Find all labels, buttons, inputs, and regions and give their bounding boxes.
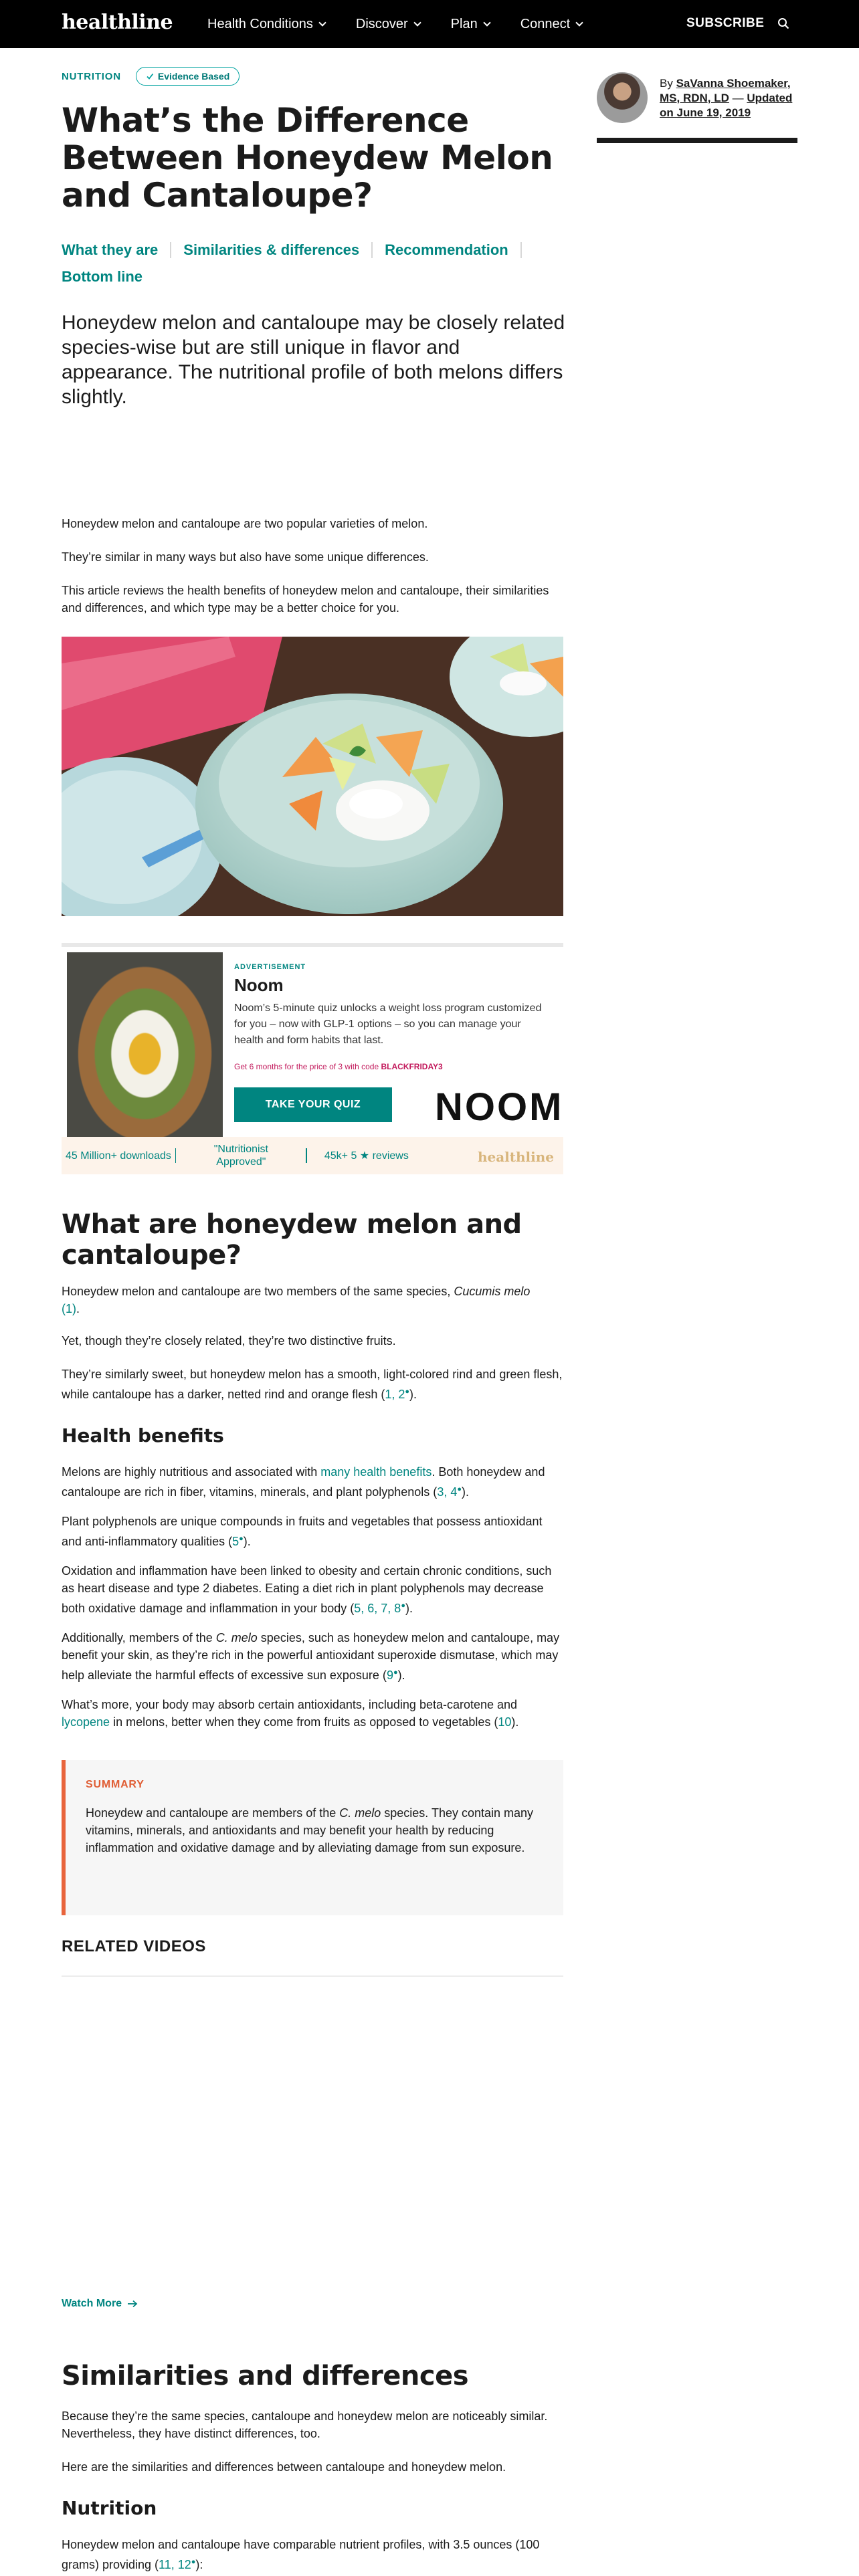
noom-logo: NOOM <box>435 1085 564 1129</box>
ad-image-egg-toast[interactable] <box>67 952 223 1137</box>
ad-brand-name: Noom <box>234 975 284 995</box>
toc-bottom-line[interactable]: Bottom line <box>62 268 142 285</box>
reference-link[interactable]: 5, 6, 7, 8 <box>354 1602 401 1615</box>
ad-stat-divider <box>306 1148 307 1163</box>
ref-dot-icon: ● <box>239 1535 244 1543</box>
melon-bowl-illustration <box>62 637 563 916</box>
healthline-logo[interactable]: healthline <box>62 11 173 34</box>
ad-stat: "Nutritionist Approved" <box>213 1144 268 1168</box>
updated-date-link[interactable]: Updated on June 19, 2019 <box>660 92 793 119</box>
subscribe-link[interactable]: SUBSCRIBE <box>686 16 765 30</box>
lycopene-link[interactable]: lycopene <box>62 1715 110 1729</box>
body-paragraph: Honeydew melon and cantaloupe have comparable nutrient profiles, with 3.5 ounces (100 grams) providing (11, 12●): <box>62 2538 540 2571</box>
toc-recommendation[interactable]: Recommendation <box>385 241 508 258</box>
check-icon <box>146 72 154 80</box>
intro-paragraph: They’re similar in many ways but also have some unique differences. <box>62 550 429 564</box>
ad-stat-divider <box>175 1148 177 1163</box>
toc-similarities[interactable]: Similarities & differences <box>183 241 360 258</box>
body-paragraph: Here are the similarities and differences between cantaloupe and honeydew melon. <box>62 2460 506 2474</box>
ad-stat: 45 Million+ downloads <box>66 1150 171 1162</box>
body-paragraph: They’re similarly sweet, but honeydew melon has a smooth, light-colored rind and green flesh, while cantaloupe has a darker, netted rind and orange flesh (1, 2●). <box>62 1368 563 1401</box>
nav-links <box>207 0 582 48</box>
reference-link[interactable]: 5 <box>232 1535 240 1548</box>
evidence-badge[interactable]: Evidence Based <box>136 67 240 86</box>
toc-divider <box>371 242 373 258</box>
reference-link[interactable]: 3, 4 <box>437 1485 458 1499</box>
reference-link[interactable]: 11, 12 <box>159 2558 191 2571</box>
summary-text: Honeydew and cantaloupe are members of the C. melo species. They contain many vitamins, minerals, and antioxidants and may benefit your health by reducing inflammation and oxidative damage and by alleviating damage from sun exposure. <box>86 1806 534 1854</box>
summary-label: SUMMARY <box>86 1779 145 1790</box>
chevron-down-icon <box>318 19 326 26</box>
watch-more-link[interactable]: Watch More <box>62 2298 138 2310</box>
take-quiz-button[interactable]: TAKE YOUR QUIZ <box>234 1087 392 1122</box>
chevron-down-icon <box>413 19 421 26</box>
arrow-right-icon <box>127 2300 138 2308</box>
body-paragraph: What’s more, your body may absorb certain antioxidants, including beta-carotene and lycopene in melons, better when they come from fruits as opposed to vegetables (10). <box>62 1698 519 1729</box>
nav-plan[interactable]: Plan <box>451 17 490 32</box>
section-heading-what-are: What are honeydew melon and cantaloupe? <box>62 1209 522 1271</box>
nav-connect[interactable]: Connect <box>520 17 583 32</box>
body-paragraph: Because they’re the same species, cantaloupe and honeydew melon are noticeably similar. Nevertheless, they have distinct differences, too. <box>62 2409 548 2440</box>
chevron-down-icon <box>576 19 583 26</box>
ref-dot-icon: ● <box>405 1388 410 1396</box>
author-byline: By SaVanna Shoemaker, MS, RDN, LD — Updated on June 19, 2019 <box>660 77 793 119</box>
reference-link[interactable]: 1, 2 <box>385 1388 405 1401</box>
body-paragraph: Honeydew melon and cantaloupe are two members of the same species, Cucumis melo (1). <box>62 1285 531 1315</box>
body-paragraph: Yet, though they’re closely related, they’re two distinctive fruits. <box>62 1334 396 1348</box>
reference-link[interactable]: 10 <box>498 1715 512 1729</box>
page-title: What’s the Difference Between Honeydew Melon and Cantaloupe? <box>62 101 553 215</box>
noom-advertisement[interactable] <box>62 943 563 1170</box>
table-of-contents <box>62 237 570 307</box>
intro-paragraph: This article reviews the health benefits of honeydew melon and cantaloupe, their similarities and differences, and which type may be a better choice for you. <box>62 584 549 615</box>
top-nav <box>0 0 859 48</box>
hero-image-melon-salad <box>62 637 563 916</box>
ref-dot-icon: ● <box>393 1669 398 1677</box>
reference-link[interactable]: (1) <box>62 1302 76 1315</box>
ref-dot-icon: ● <box>191 2558 196 2566</box>
author-avatar[interactable] <box>597 72 648 123</box>
subheading-health-benefits: Health benefits <box>62 1424 224 1446</box>
ad-footer <box>62 1137 563 1174</box>
intro-paragraph: Honeydew melon and cantaloupe are two popular varieties of melon. <box>62 517 428 530</box>
summary-box <box>62 1760 563 1915</box>
related-videos-heading: RELATED VIDEOS <box>62 1937 206 1955</box>
health-benefits-link[interactable]: many health benefits <box>320 1465 432 1479</box>
toc-what-they-are[interactable]: What they are <box>62 241 159 258</box>
category-row <box>62 67 240 86</box>
body-paragraph: Additionally, members of the C. melo species, such as honeydew melon and cantaloupe, may benefit your skin, as they’re rich in the powerful antioxidant superoxide dismutase, which may help alleviate the harmful effects of excessive sun exposure (9●). <box>62 1631 560 1682</box>
body-paragraph: Melons are highly nutritious and associated with many health benefits. Both honeydew and cantaloupe are rich in fiber, vitamins, minerals, and plant polyphenols (3, 4●). <box>62 1465 545 1499</box>
toc-divider <box>170 242 171 258</box>
ad-description: Noom’s 5-minute quiz unlocks a weight loss program customized for you – now with GLP-1 options – so you can manage your health and form habits that last. <box>234 1002 542 1046</box>
chevron-down-icon <box>483 19 490 26</box>
healthline-small-logo: healthline <box>477 1149 554 1165</box>
nav-health-conditions[interactable]: Health Conditions <box>207 17 325 32</box>
body-paragraph: Plant polyphenols are unique compounds in fruits and vegetables that possess antioxidant and anti-inflammatory qualities (5●). <box>62 1515 543 1548</box>
reference-link[interactable]: 9 <box>386 1669 393 1682</box>
ref-dot-icon: ● <box>457 1485 462 1493</box>
author-name-link[interactable]: SaVanna Shoemaker, MS, RDN, LD <box>660 77 791 104</box>
author-divider <box>597 138 797 143</box>
search-icon[interactable] <box>777 17 789 29</box>
nav-discover[interactable]: Discover <box>356 17 420 32</box>
ref-dot-icon: ● <box>401 1602 405 1610</box>
body-paragraph: Oxidation and inflammation have been linked to obesity and certain chronic conditions, such as heart disease and type 2 diabetes. Eating a diet rich in plant polyphenols may decrease both oxidative damage and inflammation in your body (5, 6, 7, 8●). <box>62 1564 552 1615</box>
ad-stat: 45k+ 5 ★ reviews <box>324 1150 409 1162</box>
section-heading-similarities: Similarities and differences <box>62 2361 469 2391</box>
article-lede: Honeydew melon and cantaloupe may be closely related species-wise but are still unique in flavor and appearance. The nutritional profile of both melons differs slightly. <box>62 312 565 408</box>
subheading-nutrition: Nutrition <box>62 2497 157 2519</box>
category-tag[interactable]: NUTRITION <box>62 70 121 82</box>
toc-divider <box>520 242 522 258</box>
ad-promo: Get 6 months for the price of 3 with code BLACKFRIDAY3 <box>234 1062 443 1071</box>
ad-label: ADVERTISEMENT <box>234 963 306 971</box>
related-divider <box>62 1975 563 1977</box>
